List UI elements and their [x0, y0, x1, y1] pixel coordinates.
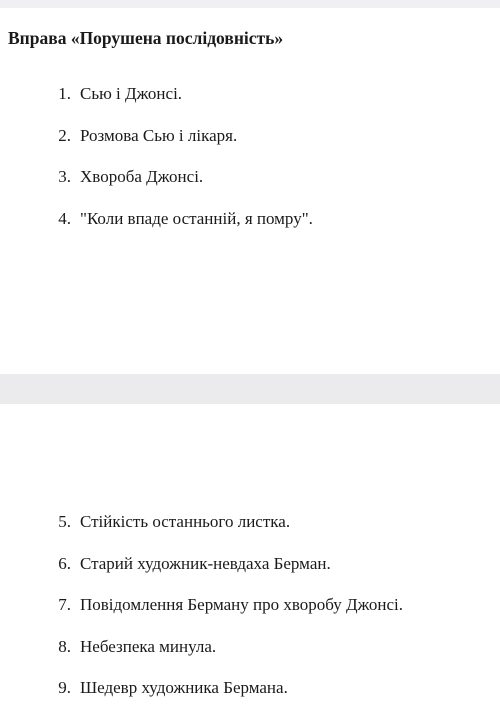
item-text: Старий художник-невдаха Берман. [80, 553, 331, 573]
top-divider-strip [0, 0, 500, 8]
item-number: 2. [58, 125, 71, 145]
exercise-title: Вправа «Порушена послідовність» [8, 28, 284, 48]
card-separator-band [0, 374, 500, 404]
item-text: Сью і Джонсі. [80, 84, 183, 103]
item-number: 8. [58, 636, 71, 656]
item-number: 3. [58, 167, 71, 186]
item-text: Хвороба Джонсі. [80, 167, 204, 186]
item-text: Стійкість останнього листка. [80, 512, 291, 531]
item-text: Розмова Сью і лікаря. [80, 125, 238, 145]
item-number: 1. [58, 84, 71, 103]
item-number: 5. [58, 512, 71, 531]
content-card-top [0, 8, 500, 374]
item-text: "Коли впаде останній, я помру". [80, 208, 313, 228]
item-text: Повідомлення Берману про хворобу Джонсі. [80, 595, 404, 614]
item-number: 4. [58, 208, 71, 228]
item-number: 6. [58, 553, 71, 573]
item-number: 9. [58, 678, 71, 697]
item-text: Шедевр художника Бермана. [80, 678, 288, 697]
item-text: Небезпека минула. [80, 636, 217, 656]
item-number: 7. [58, 595, 71, 614]
